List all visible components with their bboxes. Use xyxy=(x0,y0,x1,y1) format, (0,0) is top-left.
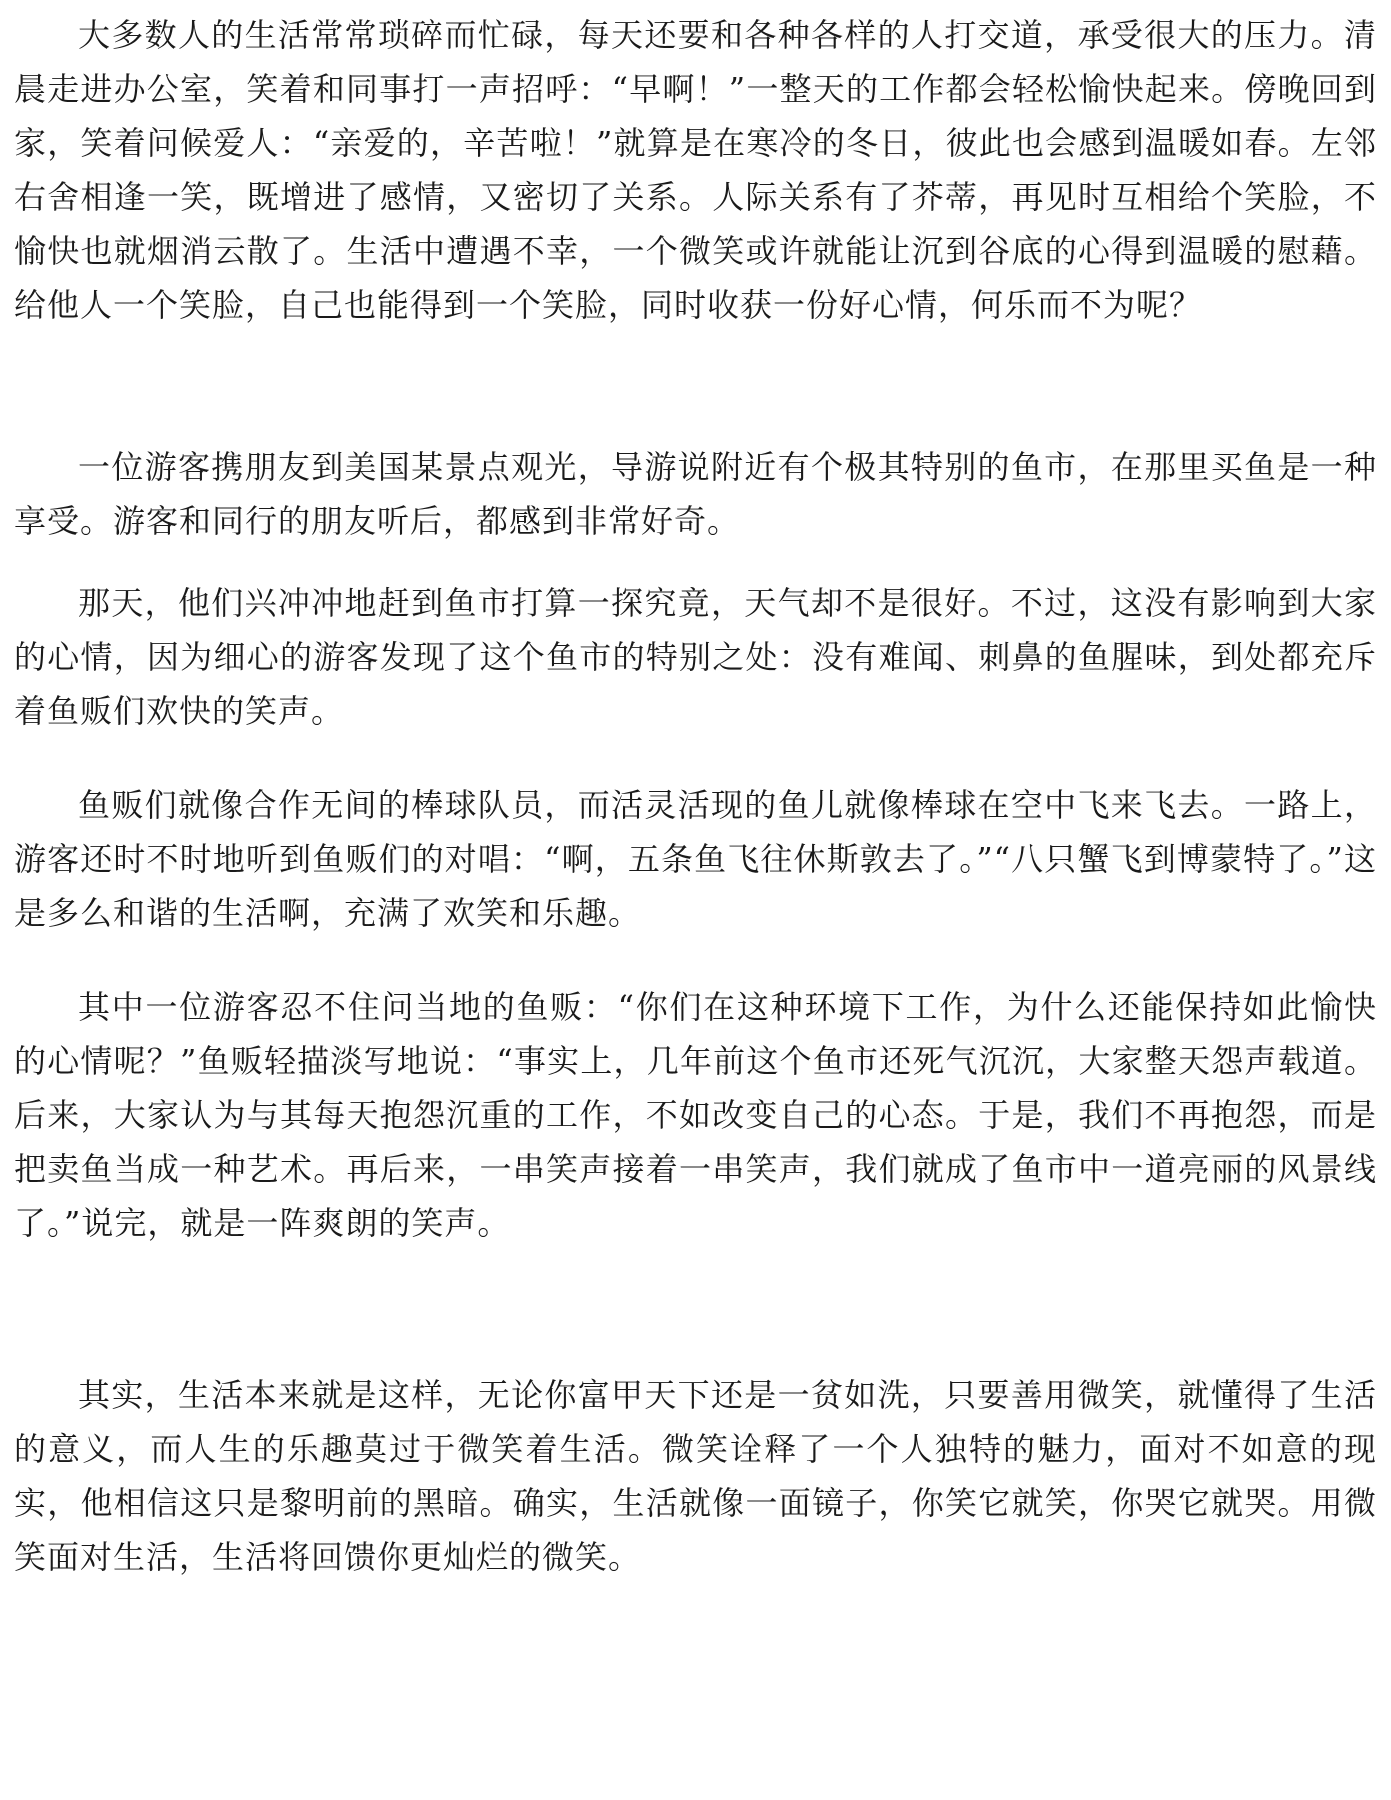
paragraph-gap xyxy=(14,332,1377,440)
paragraph-gap xyxy=(14,548,1377,576)
paragraph-intro: 大多数人的生活常常琐碎而忙碌，每天还要和各种各样的人打交道，承受很大的压力。清晨走进办公室，笑着和同事打一声招呼：“早啊！”一整天的工作都会轻松愉快起来。傍晚回到家，笑着问候爱人：“亲爱的，辛苦啦！”就算是在寒冷的冬日，彼此也会感到温暖如春。左邻右舍相逢一笑，既增进了感情，又密切了关系。人际关系有了芥蒂，再见时互相给个笑脸，不愉快也就烟消云散了。生活中遭遇不幸，一个微笑或许就能让沉到谷底的心得到温暖的慰藉。给他人一个笑脸，自己也能得到一个笑脸，同时收获一份好心情，何乐而不为呢？ xyxy=(14,16,1377,324)
paragraph-gap xyxy=(14,940,1377,980)
paragraph-gap xyxy=(14,738,1377,778)
paragraph-fishmongers: 鱼贩们就像合作无间的棒球队员，而活灵活现的鱼儿就像棒球在空中飞来飞去。一路上，游客还时不时地听到鱼贩们的对唱：“啊，五条鱼飞往休斯敦去了。”“八只蟹飞到博蒙特了。”这是多么和谐的生活啊，充满了欢笑和乐趣。 xyxy=(14,786,1377,932)
paragraph-dialogue: 其中一位游客忍不住问当地的鱼贩：“你们在这种环境下工作，为什么还能保持如此愉快的心情呢？”鱼贩轻描淡写地说：“事实上，几年前这个鱼市还死气沉沉，大家整天怨声载道。后来，大家认为与其每天抱怨沉重的工作，不如改变自己的心态。于是，我们不再抱怨，而是把卖鱼当成一种艺术。再后来，一串笑声接着一串笑声，我们就成了鱼市中一道亮丽的风景线了。”说完，就是一阵爽朗的笑声。 xyxy=(14,988,1377,1242)
paragraph-fish-market: 那天，他们兴冲冲地赶到鱼市打算一探究竟，天气却不是很好。不过，这没有影响到大家的心情，因为细心的游客发现了这个鱼市的特别之处：没有难闻、刺鼻的鱼腥味，到处都充斥着鱼贩们欢快的笑声。 xyxy=(14,584,1377,730)
paragraph-conclusion: 其实，生活本来就是这样，无论你富甲天下还是一贫如洗，只要善用微笑，就懂得了生活的意义，而人生的乐趣莫过于微笑着生活。微笑诠释了一个人独特的魅力，面对不如意的现实，他相信这只是黎明前的黑暗。确实，生活就像一面镜子，你笑它就笑，你哭它就哭。用微笑面对生活，生活将回馈你更灿烂的微笑。 xyxy=(14,1376,1377,1576)
paragraph-tourist: 一位游客携朋友到美国某景点观光，导游说附近有个极其特别的鱼市，在那里买鱼是一种享受。游客和同行的朋友听后，都感到非常好奇。 xyxy=(14,448,1377,540)
paragraph-gap xyxy=(14,1250,1377,1368)
